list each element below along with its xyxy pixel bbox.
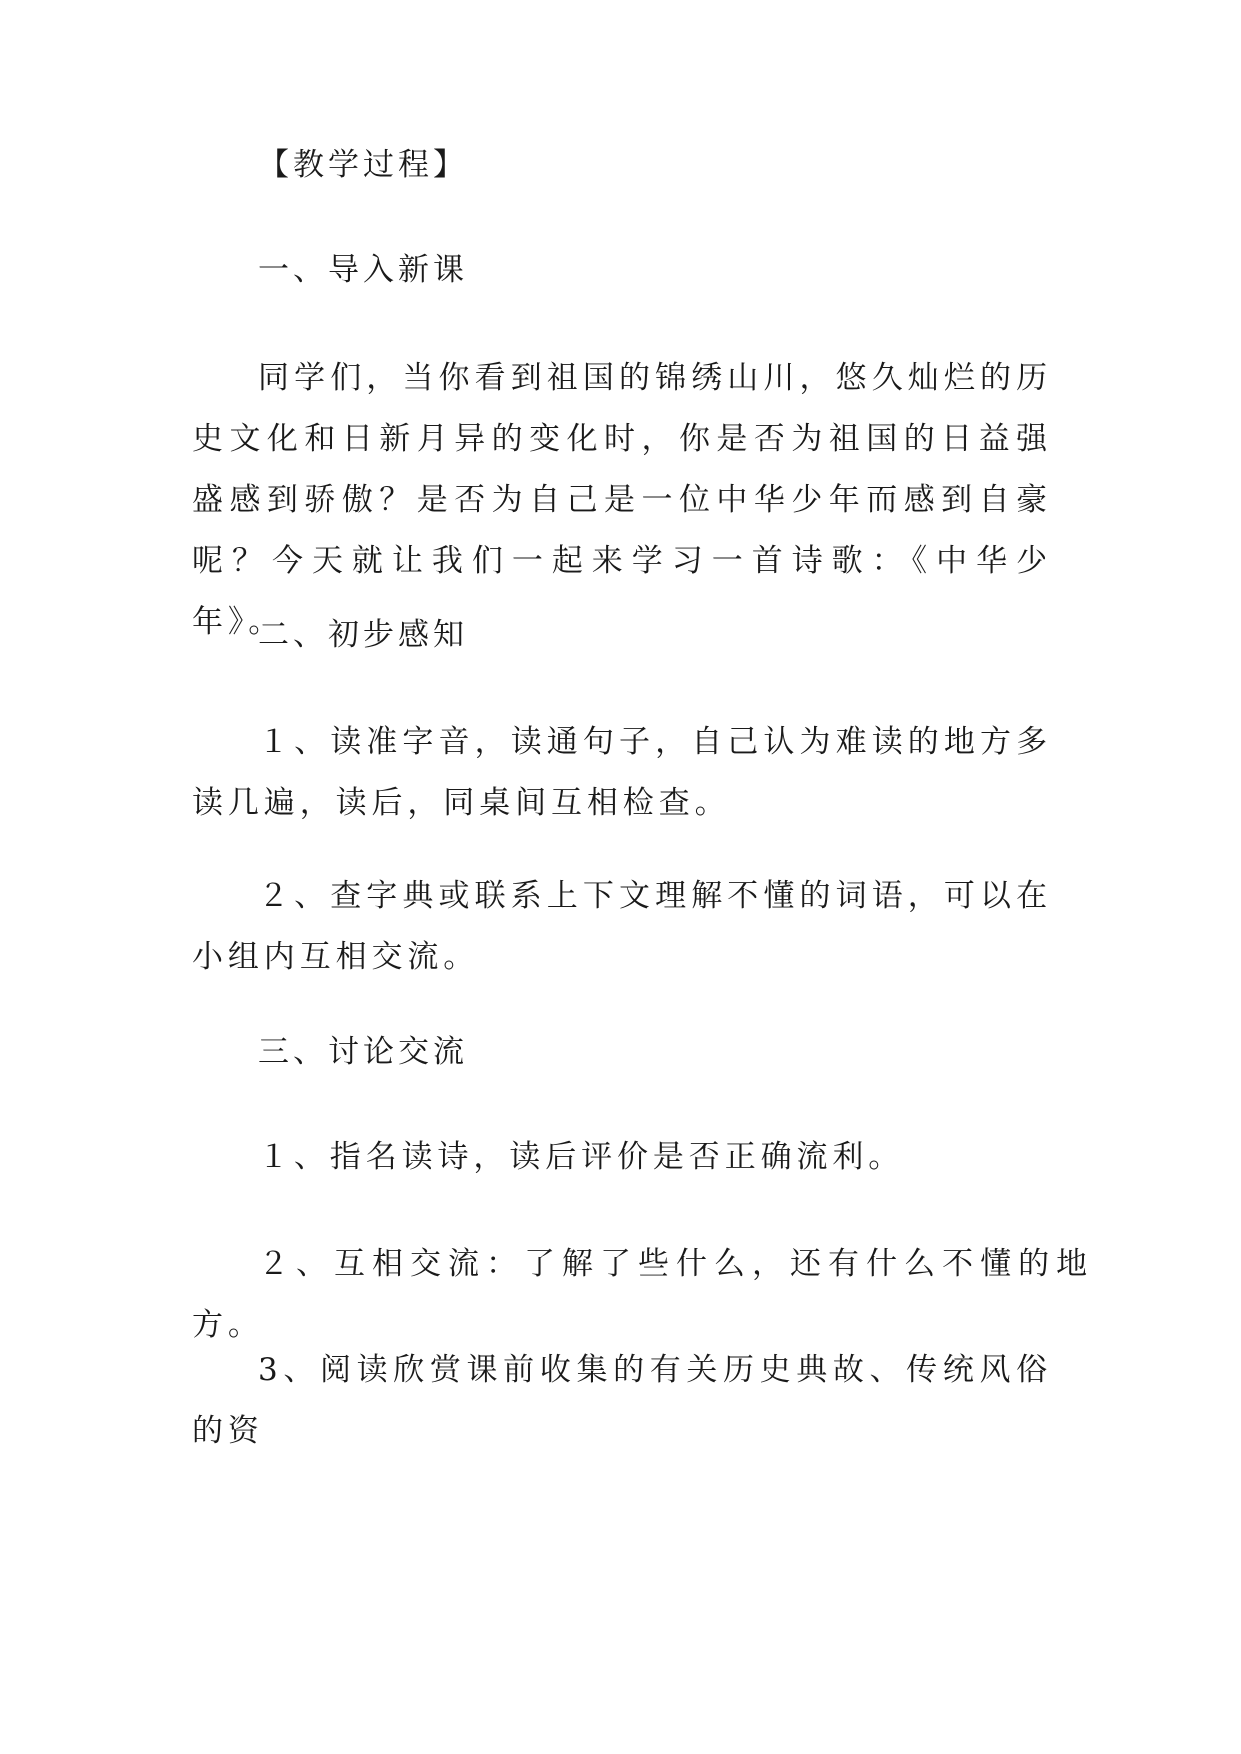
intro-paragraph: 同学们，当你看到祖国的锦绣山川，悠久灿烂的历史文化和日新月异的变化时，你是否为祖国的日益强盛感到骄傲？是否为自己是一位中华少年而感到自豪呢？今天就让我们一起来学习一首诗歌：《中华少年》。 <box>192 360 1052 640</box>
document-title: 【教学过程】 <box>258 147 468 183</box>
section-heading-3: 三、讨论交流 <box>258 1034 468 1070</box>
section-3-paragraph-2: ２、互相交流：了解了些什么，还有什么不懂的地方。 <box>192 1246 1092 1343</box>
section-3-paragraph-1: １、指名读诗，读后评价是否正确流利。 <box>258 1139 905 1175</box>
section-heading-1: 一、导入新课 <box>258 252 468 288</box>
section-3-paragraph-3: 3、阅读欣赏课前收集的有关历史典故、传统风俗的资 <box>192 1352 1052 1449</box>
section-2-paragraph-2: ２、查字典或联系上下文理解不懂的词语，可以在小组内互相交流。 <box>192 878 1052 975</box>
section-2-paragraph-1: １、读准字音，读通句子，自己认为难读的地方多读几遍，读后，同桌间互相检查。 <box>192 724 1052 821</box>
section-heading-2: 二、初步感知 <box>258 617 468 653</box>
